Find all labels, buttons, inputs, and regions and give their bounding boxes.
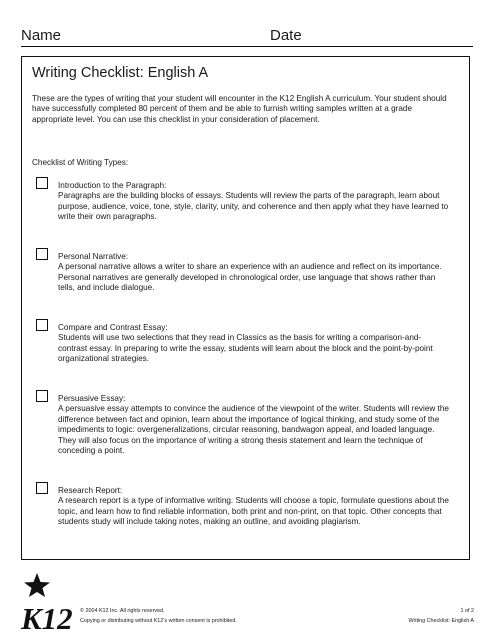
date-label: Date <box>270 27 302 44</box>
item-title: Introduction to the Paragraph: <box>58 181 167 190</box>
item-description: A research report is a type of informative writing. Students will choose a topic, formulate questions about the topic, and learn how to find reliable information, both print and non-print, on that topic. Other concepts that students study will include taking notes, making an outline, and avoiding plagiarism. <box>58 496 449 527</box>
checkbox[interactable] <box>36 248 48 260</box>
copyright-restriction-line: Copying or distributing without K12’s written consent is prohibited. <box>80 618 237 624</box>
item-description: Paragraphs are the building blocks of essays. Students will review the parts of the paragraph, learn about purpose, audience, voice, tone, style, clarity, unity, and coherence and then apply what they have learned to write their own paragraphs. <box>58 191 449 222</box>
checklist-box <box>21 56 470 560</box>
item-description: Students will use two selections that they read in Classics as the basis for writing a comparison-and-contrast essay. In preparing to write the essay, students will learn about the block and the point-by-point organizational strategies. <box>58 333 433 364</box>
checkbox[interactable] <box>36 319 48 331</box>
page-info <box>408 606 474 626</box>
page-number: 1 of 2 <box>460 608 474 614</box>
svg-text:K12: K12 <box>21 601 73 635</box>
name-label: Name <box>21 27 62 44</box>
checklist-subhead: Checklist of Writing Types: <box>32 158 129 167</box>
footer-doc-title: Writing Checklist: English A <box>408 618 474 624</box>
item-title: Research Report: <box>58 486 123 495</box>
item-title: Persuasive Essay: <box>58 394 126 403</box>
intro-paragraph: These are the types of writing that your student will encounter in the K12 English A curriculum. Your student should have successfully completed 80 percent of them and be able to furnish writing samples written at a grade appropriate level. You can use this checklist in your consideration of placement. <box>32 94 447 124</box>
copyright-notice <box>80 606 237 626</box>
item-description: A personal narrative allows a writer to share an experience with an audience and reflect on its importance. Personal narratives are generally developed in chronological order, use language that shows rather than tells, and include dialogue. <box>58 262 442 293</box>
checkbox[interactable] <box>36 177 48 189</box>
item-title: Personal Narrative: <box>58 252 129 261</box>
checkbox[interactable] <box>36 482 48 494</box>
page-footer <box>0 568 495 640</box>
item-title: Compare and Contrast Essay: <box>58 323 168 332</box>
item-description: A persuasive essay attempts to convince the audience of the viewpoint of the writer. Students will review the difference between fact and opinion, learn about the importance of logical thinking, and study some of the impediments to logic: overgeneralizations, circular reasoning, bandwagon appeal, and loaded language. They will also focus on the importance of writing a strong thesis statement and learn the technique of conceding a point. <box>58 404 449 456</box>
name-date-header <box>21 27 473 48</box>
header-rule <box>21 46 473 47</box>
k12-logo <box>18 571 80 635</box>
copyright-line: © 2004 K12 Inc. All rights reserved. <box>80 608 165 614</box>
checkbox[interactable] <box>36 390 48 402</box>
checklist-title: Writing Checklist: English A <box>32 65 209 81</box>
